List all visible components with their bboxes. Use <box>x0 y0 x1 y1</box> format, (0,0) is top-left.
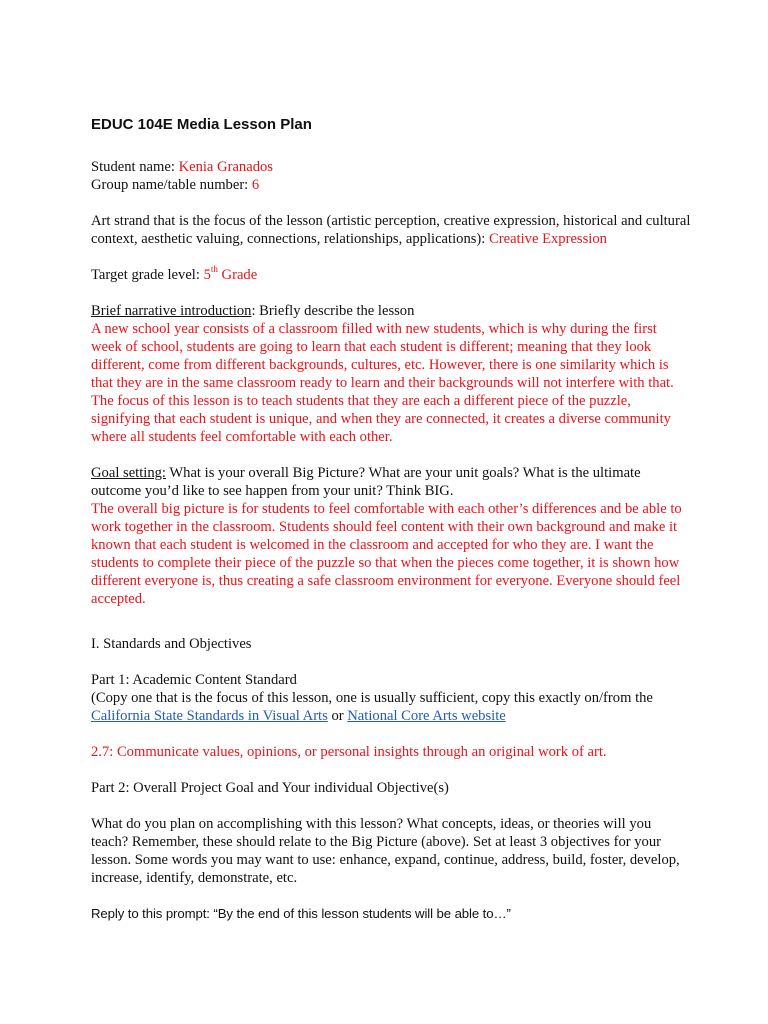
art-strand-paragraph <box>91 212 691 248</box>
goal-heading: Goal setting: <box>91 465 166 481</box>
grade-superscript: th <box>210 264 218 275</box>
part1-instructions: (Copy one that is the focus of this lesson, one is usually sufficient, copy this exactly on/from the <box>91 690 653 706</box>
grade-number: 5 <box>203 267 211 283</box>
grade-value <box>203 264 258 283</box>
national-core-arts-link[interactable]: National Core Arts website <box>347 708 506 724</box>
grade-line <box>91 266 691 284</box>
standards-links-line <box>91 707 691 725</box>
narrative-text: A new school year consists of a classroom filled with new students, which is why during the first week of school, students are going to learn that each student is different; meaning that they look different, come from different backgrounds, cultures, etc. However, there is one similarity which is that they are in the same classroom ready to learn and their backgrounds will not interfere with that. The focus of this lesson is to teach students that they are each a different piece of the puzzle, signifying that each student is unique, and when they are connected, it creates a diverse community where all students feel comfortable with each other. <box>91 321 674 445</box>
art-strand-label: Art strand that is the focus of the lesson (artistic perception, creative expression, historical and cultural context, aesthetic valuing, connections, relationships, applications): <box>91 213 691 247</box>
student-name-line <box>91 158 691 176</box>
student-name-value: Kenia Granados <box>178 159 273 175</box>
goal-prompt: What is your overall Big Picture? What are your unit goals? What is the ultimate outcome you’d like to see happen from your unit? Think BIG. <box>91 465 641 499</box>
content-standard: 2.7: Communicate values, opinions, or personal insights through an original work of art. <box>91 744 607 760</box>
goal-text: The overall big picture is for students to feel comfortable with each other’s differences and be able to work together in the classroom. Students should feel content with their own background and make it known that each student is welcomed in the classroom and accepted for who they are. I want the students to complete their piece of the puzzle so that when the pieces come together, it is shown how different everyone is, thus creating a safe classroom environment for everyone. Everyone should feel accepted. <box>91 501 682 607</box>
group-label: Group name/table number: <box>91 177 249 193</box>
narrative-heading-line <box>91 302 691 320</box>
part2-heading: Part 2: Overall Project Goal and Your individual Objective(s) <box>91 780 449 796</box>
group-line <box>91 176 691 194</box>
group-value: 6 <box>251 177 260 193</box>
part1-heading: Part 1: Academic Content Standard <box>91 672 297 688</box>
grade-label: Target grade level: <box>91 267 200 283</box>
narrative-prompt: : Briefly describe the lesson <box>251 303 415 319</box>
reply-prompt: Reply to this prompt: “By the end of this lesson students will be able to…” <box>91 906 511 921</box>
lesson-plan-document <box>91 116 691 923</box>
section-standards-objectives: I. Standards and Objectives <box>91 636 252 652</box>
narrative-heading: Brief narrative introduction <box>91 303 252 319</box>
document-title: EDUC 104E Media Lesson Plan <box>91 116 312 133</box>
student-name-label: Student name: <box>91 159 175 175</box>
part2-text: What do you plan on accomplishing with this lesson? What concepts, ideas, or theories will you teach? Remember, these should relate to the Big Picture (above). Set at least 3 objectives for your lesson. Some words you may want to use: enhance, expand, continue, address, build, foster, develop, increase, identify, demonstrate, etc. <box>91 816 680 886</box>
goal-heading-line <box>91 464 691 500</box>
art-strand-value: Creative Expression <box>489 231 607 247</box>
california-standards-link[interactable]: California State Standards in Visual Arts <box>91 708 328 724</box>
grade-suffix: Grade <box>221 267 258 283</box>
link-separator: or <box>327 708 348 724</box>
